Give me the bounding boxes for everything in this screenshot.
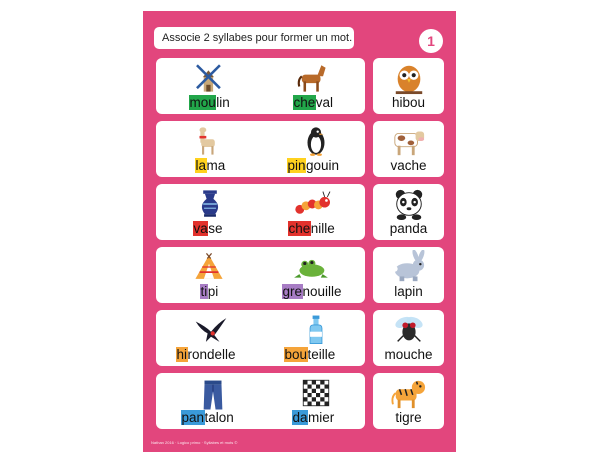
answer-card-1: [373, 58, 444, 114]
word-moulin: moulin: [189, 95, 230, 110]
bottle-icon: [299, 314, 333, 346]
answer-card-6: [373, 373, 444, 429]
windmill-icon: [191, 62, 225, 94]
word-chenille: chenille: [288, 221, 335, 236]
word-cheval: cheval: [293, 95, 334, 110]
answer-card-2: [373, 121, 444, 177]
penguin-icon: [299, 125, 333, 157]
answer-word: lapin: [394, 284, 423, 299]
word-grenouille: grenouille: [282, 284, 342, 299]
word-row-1: [156, 58, 365, 114]
owl-icon: [390, 61, 428, 95]
word-row-3: [156, 184, 365, 240]
instruction-title: Associe 2 syllabes pour former un mot.: [154, 27, 354, 49]
tipi-icon: [192, 251, 226, 283]
answer-word: tigre: [395, 410, 422, 425]
word-vase: vase: [193, 221, 223, 236]
answer-word: mouche: [384, 347, 433, 362]
answer-word: vache: [390, 158, 427, 173]
page-number-badge: 1: [419, 29, 443, 53]
word-row-4: [156, 247, 365, 303]
word-bouteille: bouteille: [284, 347, 336, 362]
vase-icon: [193, 188, 227, 220]
answer-word: hibou: [391, 95, 426, 110]
word-tipi: tipi: [200, 284, 219, 299]
answer-word: panda: [389, 221, 428, 236]
fly-icon: [390, 313, 428, 347]
rabbit-icon: [390, 250, 428, 284]
panda-icon: [390, 187, 428, 221]
frog-icon: [292, 251, 330, 283]
word-lama: lama: [195, 158, 226, 173]
word-pantalon: pantalon: [181, 410, 234, 425]
horse-icon: [295, 62, 329, 94]
cow-icon: [390, 124, 428, 158]
word-damier: damier: [292, 410, 335, 425]
trousers-icon: [196, 377, 230, 413]
word-hirondelle: hirondelle: [176, 347, 236, 362]
word-row-2: [156, 121, 365, 177]
answer-card-4: [373, 247, 444, 303]
word-pingouin: pingouin: [287, 158, 340, 173]
tiger-icon: [390, 376, 428, 410]
answer-card-5: [373, 310, 444, 366]
swallow-icon: [194, 314, 228, 346]
caterpillar-icon: [294, 188, 334, 220]
word-row-5: [156, 310, 365, 366]
llama-icon: [191, 125, 225, 157]
checkerboard-icon: [299, 377, 333, 409]
word-row-6: [156, 373, 365, 429]
footer-credit: Nathan 2016 · Logico primo · Syllabes et mots ©: [151, 440, 238, 445]
answer-card-3: [373, 184, 444, 240]
